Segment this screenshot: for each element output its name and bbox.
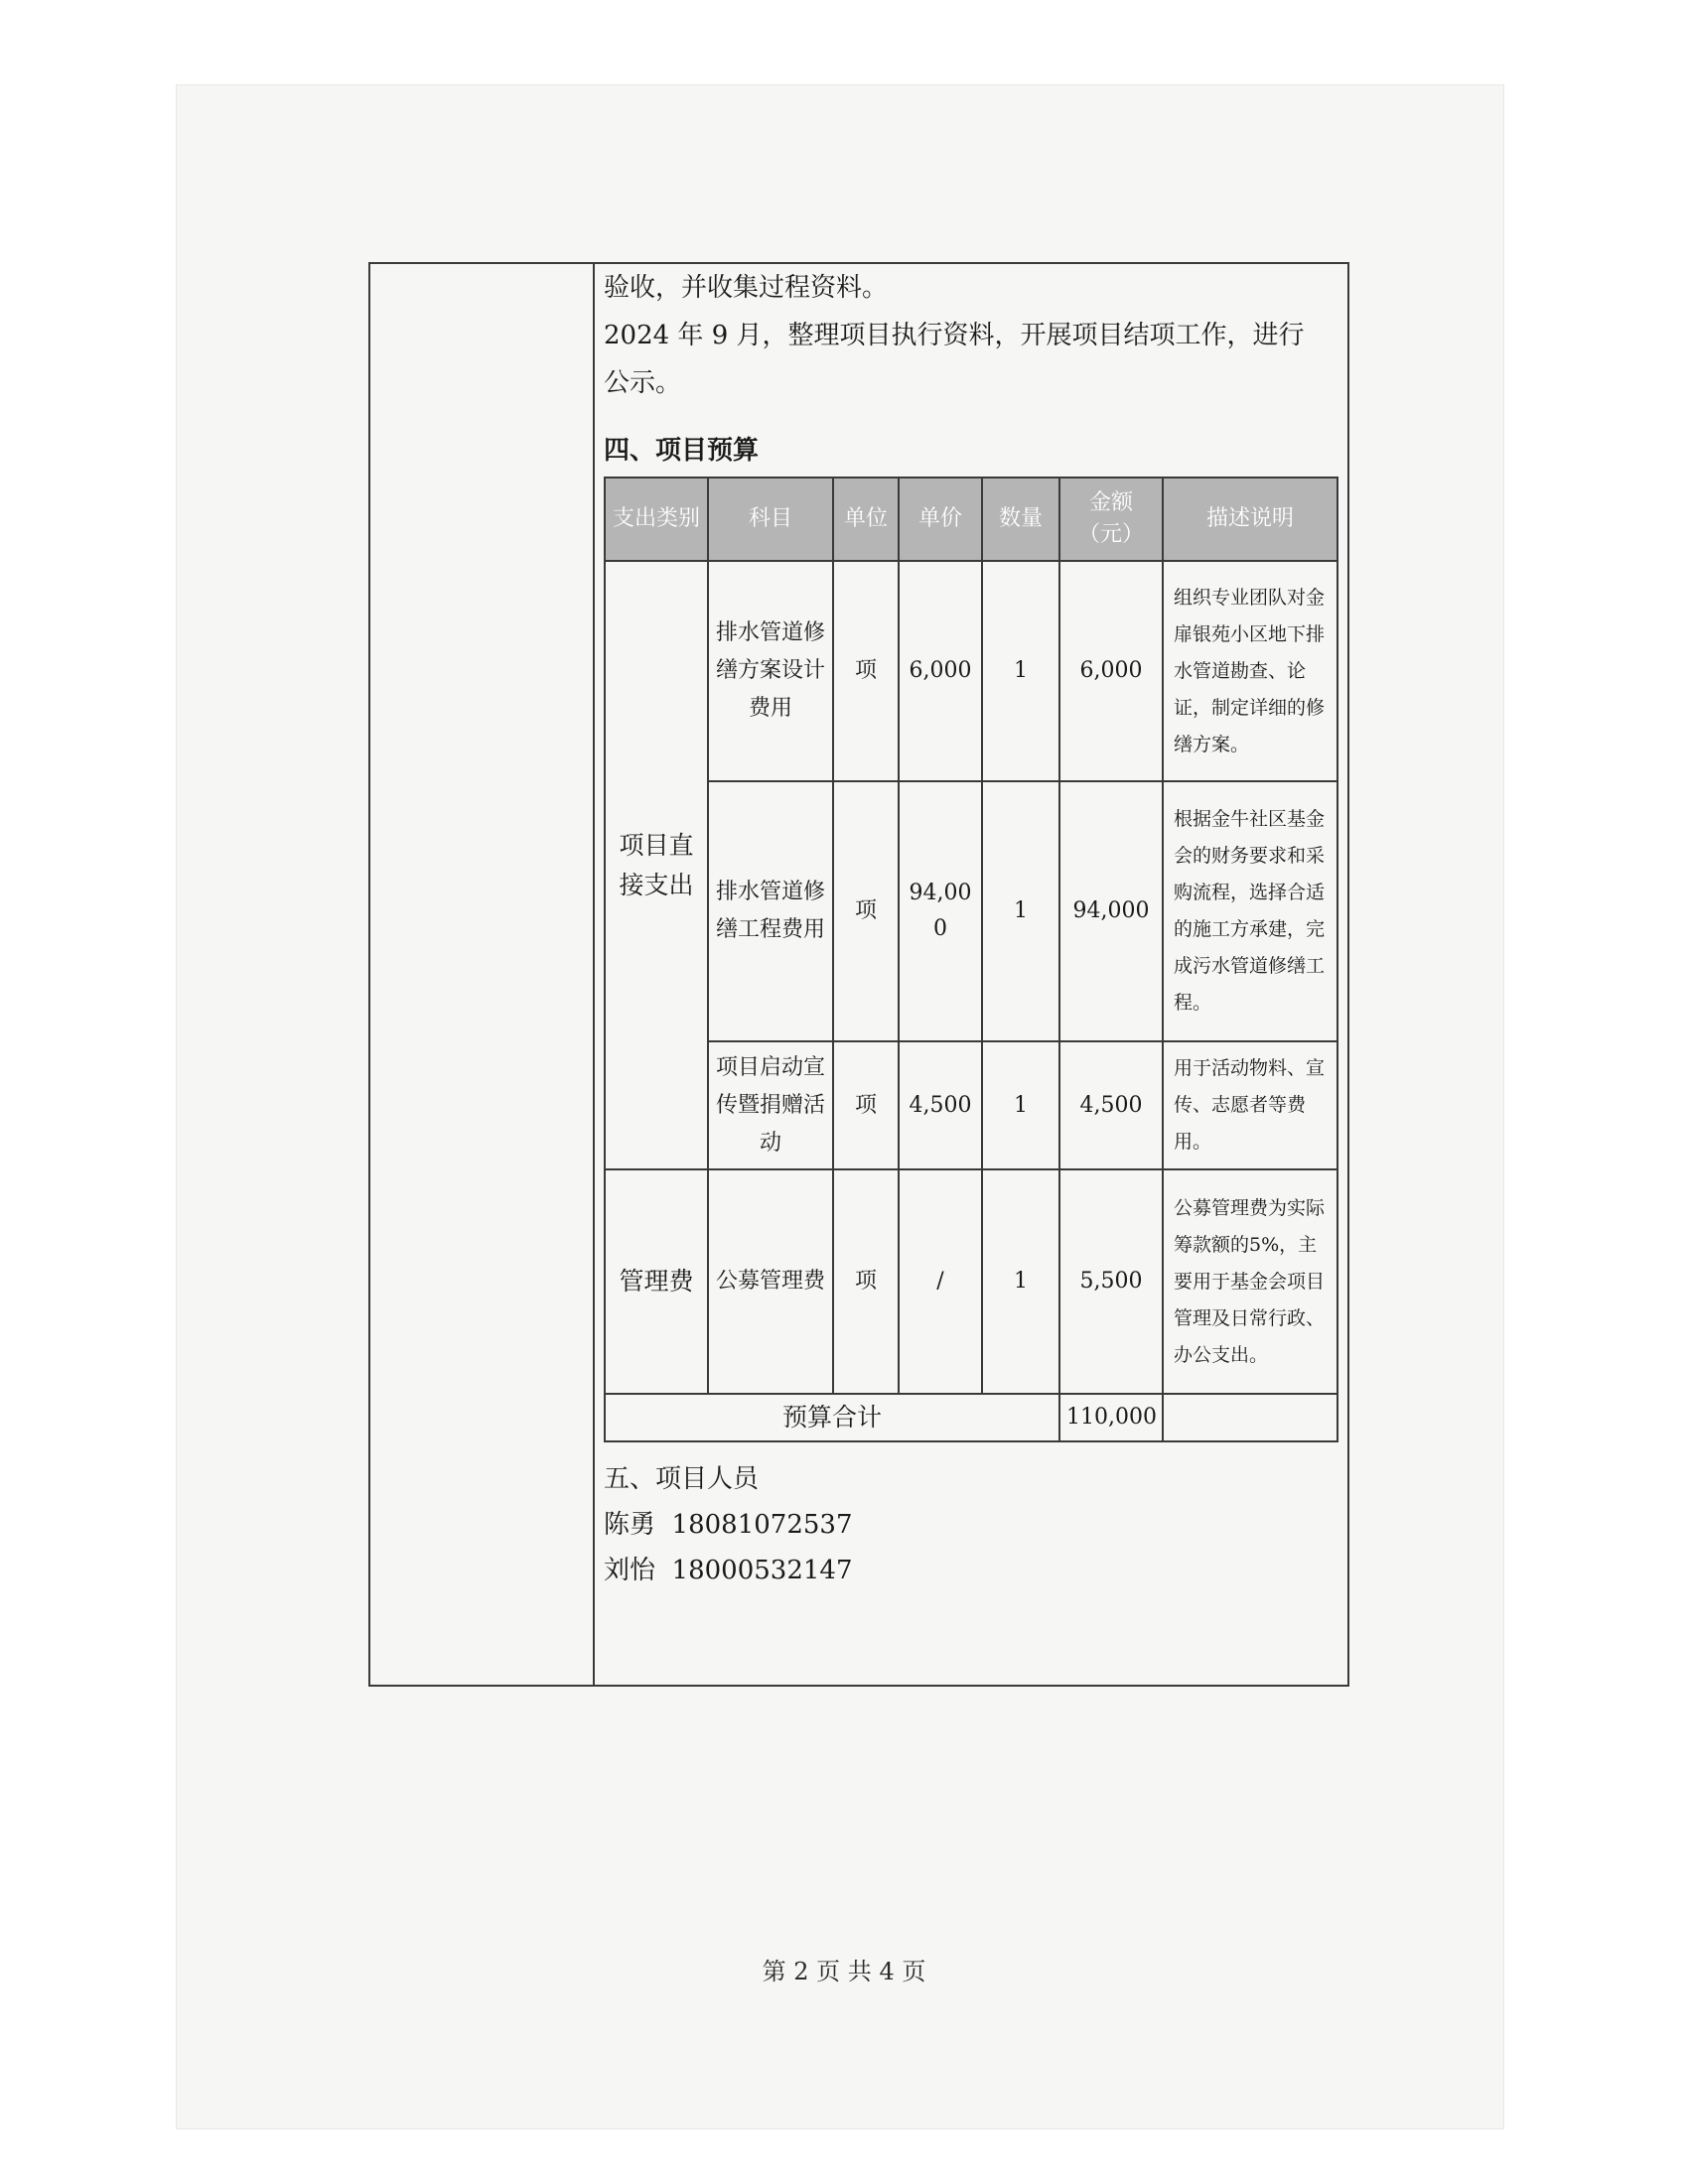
qty-cell: 1 (982, 561, 1059, 781)
person-phone: 18081072537 (671, 1510, 853, 1540)
subject-cell: 公募管理费 (708, 1169, 833, 1394)
category-direct: 项目直接支出 (605, 561, 708, 1169)
amount-cell: 6,000 (1059, 561, 1163, 781)
form-content (604, 264, 1338, 1593)
amount-cell: 4,500 (1059, 1041, 1163, 1169)
unit-cell: 项 (833, 561, 899, 781)
person-phone: 18000532147 (671, 1556, 853, 1585)
unit-cell: 项 (833, 781, 899, 1041)
budget-header-row (605, 478, 1337, 561)
total-amount: 110,000 (1059, 1394, 1163, 1441)
total-desc-empty (1163, 1394, 1337, 1441)
table-row (605, 561, 1337, 781)
subject-cell: 项目启动宣传暨捐赠活动 (708, 1041, 833, 1169)
desc-cell: 公募管理费为实际筹款额的5%，主要用于基金会项目管理及日常行政、办公支出。 (1163, 1169, 1337, 1394)
qty-cell: 1 (982, 1169, 1059, 1394)
table-row (605, 781, 1337, 1041)
desc-cell: 用于活动物料、宣传、志愿者等费用。 (1163, 1041, 1337, 1169)
person-name: 刘怡 (604, 1556, 656, 1585)
table-row (605, 1169, 1337, 1394)
amount-cell: 5,500 (1059, 1169, 1163, 1394)
header-price: 单价 (899, 478, 982, 561)
qty-cell: 1 (982, 1041, 1059, 1169)
qty-cell: 1 (982, 781, 1059, 1041)
total-row (605, 1394, 1337, 1441)
people-heading: 五、项目人员 (604, 1464, 760, 1494)
budget-table (604, 477, 1338, 1442)
intro-line-2: 2024 年 9 月，整理项目执行资料，开展项目结项工作，进行 (604, 321, 1305, 350)
desc-cell: 根据金牛社区基金会的财务要求和采购流程，选择合适的施工方承建，完成污水管道修缮工程。 (1163, 781, 1337, 1041)
amount-cell: 94,000 (1059, 781, 1163, 1041)
budget-heading: 四、项目预算 (604, 436, 760, 466)
people-section (604, 1456, 1338, 1593)
header-subject: 科目 (708, 478, 833, 561)
price-cell: 6,000 (899, 561, 982, 781)
price-cell: 94,000 (899, 781, 982, 1041)
unit-cell: 项 (833, 1041, 899, 1169)
price-cell: 4,500 (899, 1041, 982, 1169)
table-row (605, 1041, 1337, 1169)
header-unit: 单位 (833, 478, 899, 561)
header-amount: 金额（元） (1059, 478, 1163, 561)
intro-line-1: 验收，并收集过程资料。 (604, 273, 889, 303)
frame-divider (593, 264, 595, 1685)
header-qty: 数量 (982, 478, 1059, 561)
header-desc: 描述说明 (1163, 478, 1337, 561)
unit-cell: 项 (833, 1169, 899, 1394)
person-line (604, 1502, 1338, 1548)
category-management: 管理费 (605, 1169, 708, 1394)
subject-cell: 排水管道修缮工程费用 (708, 781, 833, 1041)
intro-line-3: 公示。 (604, 368, 682, 398)
desc-cell: 组织专业团队对金扉银苑小区地下排水管道勘查、论证，制定详细的修缮方案。 (1163, 561, 1337, 781)
person-name: 陈勇 (604, 1510, 656, 1540)
total-label: 预算合计 (605, 1394, 1059, 1441)
page-footer: 第 2 页 共 4 页 (762, 1958, 926, 1985)
person-line (604, 1548, 1338, 1593)
price-cell: / (899, 1169, 982, 1394)
header-category: 支出类别 (605, 478, 708, 561)
subject-cell: 排水管道修缮方案设计费用 (708, 561, 833, 781)
